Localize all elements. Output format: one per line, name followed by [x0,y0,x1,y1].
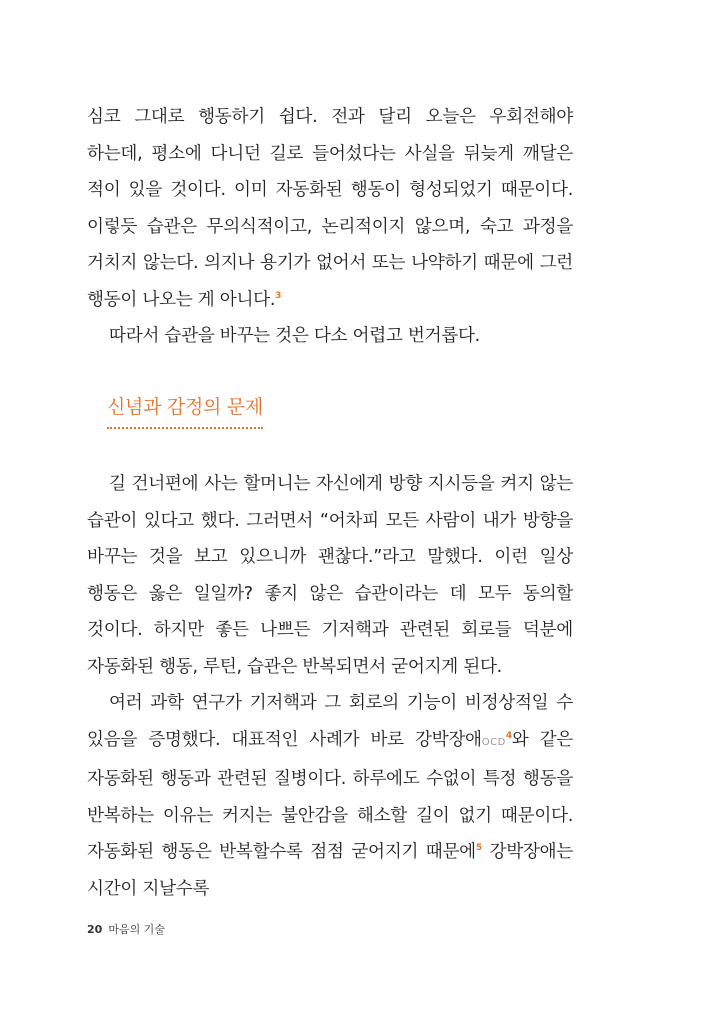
paragraph-text: 길 건너편에 사는 할머니는 자신에게 방향 지시등을 켜지 않는 습관이 있다고 했다. 그러면서 “어차피 모든 사람이 내가 방향을 바꾸는 것을 보고 있으니까 괜찮다.”라고 말했다. 이런 일상 행동은 옳은 일일까? 좋지 않은 습관이라는 데 모두 동의할 것이다. 하지만 좋든 나쁘든 기저핵과 관련된 회로들 덕분에 자동화된 행동, 루틴, 습관은 반복되면서 굳어지게 된다. [87,474,573,677]
footnote-ref-3: 3 [275,290,282,301]
body-text-bottom [87,466,573,907]
section-heading: 신념과 감정의 문제 [107,393,263,429]
paragraph-text: 강박장애는 시간이 지날수록 [87,842,573,899]
footnote-ref-4: 4 [505,730,512,741]
body-text-top [87,99,573,355]
page-number: 20 [87,923,103,936]
paragraph-text: 심코 그대로 행동하기 쉽다. 전과 달리 오늘은 우회전해야 하는데, 평소에 다니던 길로 들어섰다는 사실을 뒤늦게 깨달은 적이 있을 것이다. 이미 자동화된 행동이 형성되었기 때문이다. 이렇듯 습관은 무의식적이고, 논리적이지 않으며, 숙고 과정을 거치지 않는다. 의지나 용기가 없어서 또는 나약하기 때문에 그런 행동이 나오는 게 아니다. [87,107,573,310]
page-footer [87,922,165,938]
paragraph-continued [87,99,573,318]
paragraph-text: 따라서 습관을 바꾸는 것은 다소 어렵고 번거롭다. [109,326,480,346]
ocd-annotation: OCD [481,736,506,748]
paragraph [87,466,573,685]
paragraph [87,318,573,355]
book-title: 마음의 기술 [108,923,165,936]
footnote-ref-5: 5 [475,843,482,854]
paragraph [87,685,573,907]
paragraph-text: 여러 과학 연구가 기저핵과 그 회로의 기능이 비정상적일 수 있음을 증명했다. 대표적인 사례가 바로 강박장애 [87,693,573,750]
paragraph-text: 와 같은 자동화된 행동과 관련된 질병이다. 하루에도 수없이 특정 행동을 반복하는 이유는 커지는 불안감을 해소할 길이 없기 때문이다. 자동화된 행동은 반복할수록 점점 굳어지기 때문에 [87,729,573,862]
